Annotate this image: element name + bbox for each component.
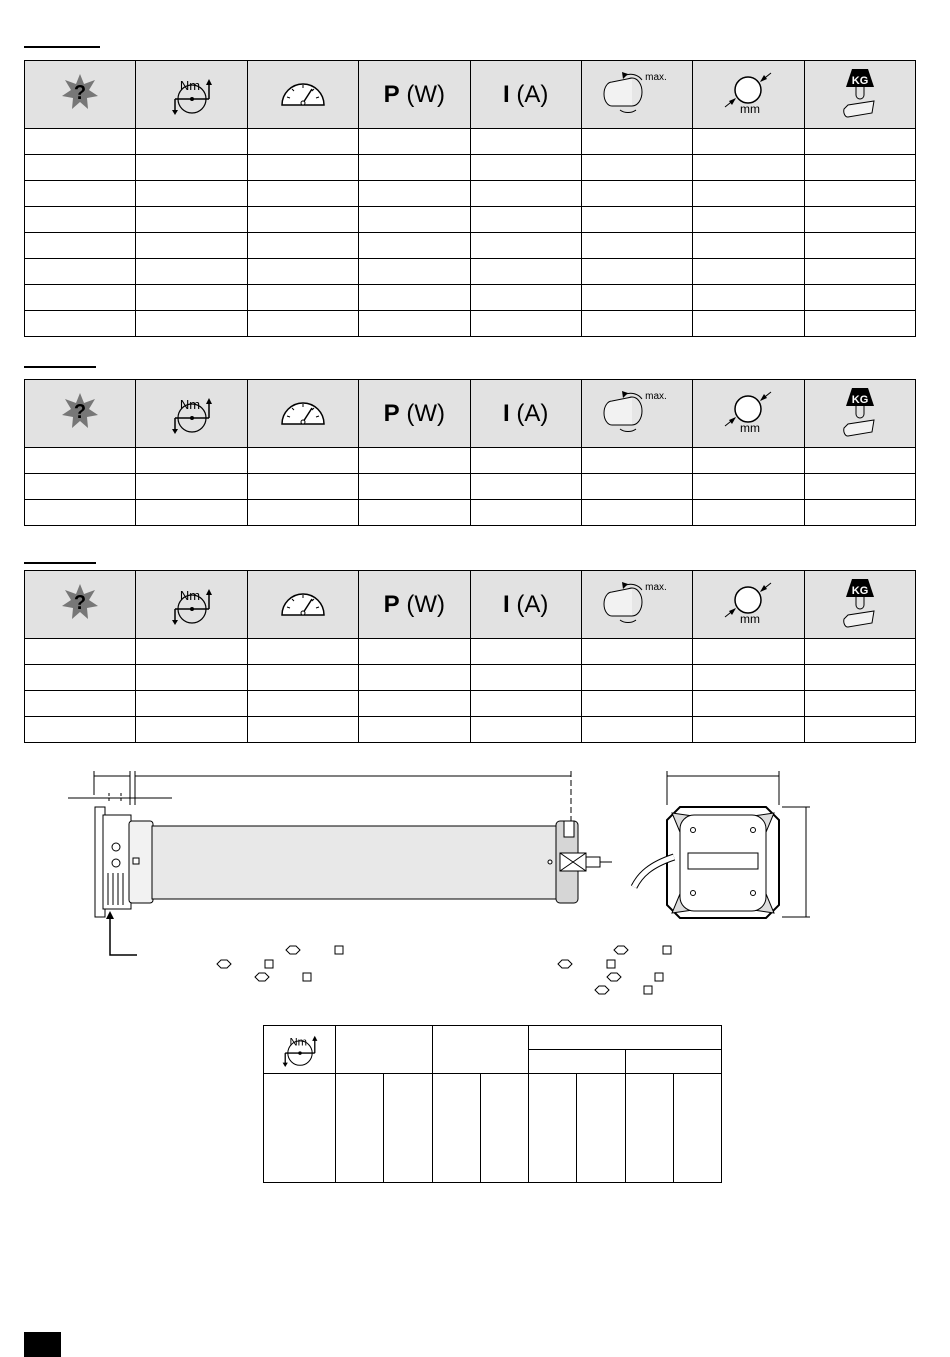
torque-subheader-b — [625, 1050, 722, 1074]
spec-table-2 — [24, 379, 916, 526]
motor-tube — [152, 826, 556, 899]
header-turns — [581, 380, 692, 448]
torque-table-header — [264, 1026, 722, 1050]
torque-nm-icon — [169, 578, 215, 626]
spec-table-1 — [24, 60, 916, 337]
svg-text:Nm: Nm — [288, 1036, 307, 1049]
torque-nm-icon — [169, 387, 215, 435]
table-row — [25, 639, 916, 665]
header-speed — [247, 380, 358, 448]
svg-text:Nm: Nm — [179, 588, 200, 603]
header-power: P (W) — [359, 61, 470, 129]
svg-text:mm: mm — [740, 421, 761, 434]
header-turns — [581, 61, 692, 129]
table-row — [25, 207, 916, 233]
torque-header-col-2 — [432, 1026, 529, 1074]
torque-header-col-3 — [529, 1026, 722, 1050]
table-row — [25, 129, 916, 155]
header-weight — [804, 61, 915, 129]
leader-line — [110, 915, 137, 955]
svg-text:Nm: Nm — [179, 397, 200, 412]
header-torque — [136, 61, 247, 129]
spec-table-header — [25, 571, 916, 639]
table-row — [25, 717, 916, 743]
question-star-icon — [60, 391, 100, 431]
symbol-group-left — [217, 946, 343, 981]
speedometer-icon — [279, 394, 327, 428]
table-row — [25, 448, 916, 474]
header-weight — [804, 571, 915, 639]
spec-table-3 — [24, 570, 916, 743]
speedometer-icon — [279, 75, 327, 109]
svg-text:?: ? — [74, 82, 87, 104]
question-star-icon — [60, 582, 100, 622]
header-model — [25, 61, 136, 129]
table-row — [25, 500, 916, 526]
section-3-rule — [24, 562, 96, 564]
page-marker — [24, 1332, 61, 1357]
table-row — [25, 474, 916, 500]
symbol-group-right — [558, 946, 671, 994]
header-current: I (A) — [470, 571, 581, 639]
tube-diameter-icon — [723, 388, 773, 434]
table-row — [25, 311, 916, 337]
svg-text:KG: KG — [851, 585, 869, 597]
table-row — [25, 155, 916, 181]
svg-text:mm: mm — [740, 612, 761, 625]
motor-end-bracket — [556, 821, 612, 903]
weight-kg-icon — [838, 65, 882, 119]
weight-kg-icon — [838, 384, 882, 438]
header-turns — [581, 571, 692, 639]
motor-head-front-view — [634, 807, 779, 918]
svg-text:KG: KG — [851, 394, 869, 406]
svg-text:mm: mm — [740, 102, 761, 115]
max-turns-icon — [602, 66, 672, 118]
header-model — [25, 571, 136, 639]
speedometer-icon — [279, 585, 327, 619]
header-speed — [247, 571, 358, 639]
header-current: I (A) — [470, 380, 581, 448]
header-speed — [247, 61, 358, 129]
table-row — [25, 285, 916, 311]
header-power: P (W) — [359, 380, 470, 448]
header-weight — [804, 380, 915, 448]
spec-table-header — [25, 61, 916, 129]
svg-text:?: ? — [74, 592, 87, 614]
header-torque — [136, 571, 247, 639]
header-current: I (A) — [470, 61, 581, 129]
header-diameter — [693, 571, 804, 639]
table-row — [264, 1074, 722, 1183]
motor-head — [95, 807, 153, 917]
max-turns-icon — [602, 576, 672, 628]
torque-header-icon-cell — [264, 1026, 336, 1074]
torque-subheader-a — [529, 1050, 626, 1074]
header-diameter — [693, 380, 804, 448]
torque-nm-icon — [280, 1026, 320, 1068]
table-row — [25, 233, 916, 259]
torque-nm-icon — [169, 68, 215, 116]
torque-table — [263, 1025, 722, 1183]
max-turns-icon — [602, 385, 672, 437]
section-2-rule — [24, 366, 96, 368]
tube-diameter-icon — [723, 69, 773, 115]
section-1-rule — [24, 46, 100, 48]
svg-text:?: ? — [74, 401, 87, 423]
header-model — [25, 380, 136, 448]
table-row — [25, 691, 916, 717]
torque-header-col-1 — [336, 1026, 433, 1074]
table-row — [25, 665, 916, 691]
svg-text:max.: max. — [645, 391, 667, 402]
table-row — [25, 259, 916, 285]
tube-diameter-icon — [723, 579, 773, 625]
header-power: P (W) — [359, 571, 470, 639]
svg-text:max.: max. — [645, 72, 667, 83]
weight-kg-icon — [838, 575, 882, 629]
header-torque — [136, 380, 247, 448]
svg-text:Nm: Nm — [179, 78, 200, 93]
header-diameter — [693, 61, 804, 129]
spec-table-header — [25, 380, 916, 448]
question-star-icon — [60, 72, 100, 112]
motor-technical-drawing — [0, 765, 950, 1005]
svg-text:KG: KG — [851, 75, 869, 87]
svg-text:max.: max. — [645, 582, 667, 593]
table-row — [25, 181, 916, 207]
